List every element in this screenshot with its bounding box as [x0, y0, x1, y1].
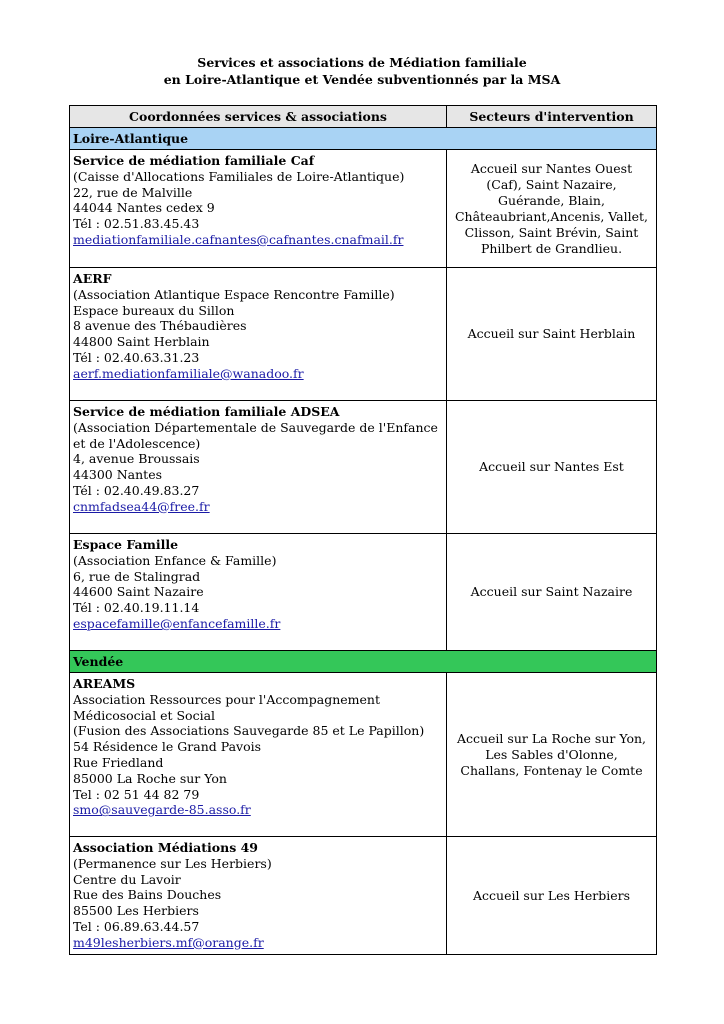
email-link[interactable]: smo@sauvegarde-85.asso.fr	[73, 802, 251, 818]
contact-line: (Permanence sur Les Herbiers)	[73, 855, 272, 871]
associations-table	[69, 105, 657, 955]
contact-line: Tel : 06.89.63.44.57	[73, 918, 200, 934]
contact-line: 44800 Saint Herblain	[73, 334, 210, 350]
organization-name: Service de médiation familiale ADSEA	[73, 404, 340, 419]
title-line-2: en Loire-Atlantique et Vendée subventionnés par la MSA	[163, 72, 561, 87]
organization-name: AREAMS	[73, 676, 136, 691]
contact-cell	[70, 401, 447, 534]
region-label: Vendée	[70, 651, 657, 673]
sector-line: Clisson, Saint Brévin, Saint	[464, 224, 639, 240]
sector-line: (Caf), Saint Nazaire,	[486, 176, 617, 192]
sector-cell	[447, 534, 657, 651]
table-header-row	[70, 106, 657, 128]
contact-line: (Fusion des Associations Sauvegarde 85 et Le Papillon)	[73, 723, 425, 739]
contact-line: et de l'Adolescence)	[73, 435, 201, 451]
contact-line: Tél : 02.40.63.31.23	[73, 349, 200, 365]
contact-line: 22, rue de Malville	[73, 184, 193, 200]
sector-line: Accueil sur La Roche sur Yon,	[456, 730, 647, 746]
organization-name: Espace Famille	[73, 537, 179, 552]
contact-line: Tél : 02.40.19.11.14	[73, 600, 200, 616]
sector-line: Guérande, Blain,	[498, 192, 605, 208]
sector-line: Accueil sur Nantes Est	[479, 459, 624, 474]
table-row	[70, 150, 657, 268]
contact-line: (Association Atlantique Espace Rencontre Famille)	[73, 286, 395, 302]
contact-line: Tél : 02.40.49.83.27	[73, 482, 200, 498]
contact-cell	[70, 534, 447, 651]
contact-line: 54 Résidence le Grand Pavois	[73, 739, 262, 755]
email-link[interactable]: m49lesherbiers.mf@orange.fr	[73, 934, 264, 950]
table-row	[70, 401, 657, 534]
region-label: Loire-Atlantique	[70, 128, 657, 150]
header-coordinates: Coordonnées services & associations	[70, 106, 447, 128]
contact-line: 8 avenue des Thébaudières	[73, 318, 247, 334]
contact-cell	[70, 673, 447, 837]
sector-cell	[447, 401, 657, 534]
contact-line: Rue des Bains Douches	[73, 887, 222, 903]
contact-line: 44600 Saint Nazaire	[73, 584, 204, 600]
table-row	[70, 837, 657, 955]
contact-line: Rue Friedland	[73, 754, 164, 770]
sector-line: Les Sables d'Olonne,	[485, 746, 618, 762]
sector-cell	[447, 673, 657, 837]
sector-line: Challans, Fontenay le Comte	[460, 762, 643, 778]
email-link[interactable]: espacefamille@enfancefamille.fr	[73, 615, 281, 631]
contact-line: Tél : 02.51.83.45.43	[73, 216, 200, 232]
contact-line: Espace bureaux du Sillon	[73, 302, 235, 318]
table-row	[70, 673, 657, 837]
contact-line: 85500 Les Herbiers	[73, 903, 199, 919]
sector-line: Philbert de Grandlieu.	[480, 240, 623, 256]
email-link[interactable]: mediationfamiliale.cafnantes@cafnantes.cnafmail.fr	[73, 231, 404, 247]
sector-cell	[447, 837, 657, 955]
contact-cell	[70, 150, 447, 268]
sector-line: Accueil sur Les Herbiers	[472, 887, 630, 903]
email-link[interactable]: aerf.mediationfamiliale@wanadoo.fr	[73, 365, 304, 381]
title-line-1: Services et associations de Médiation familiale	[197, 55, 527, 70]
sector-line: Accueil sur Saint Nazaire	[470, 584, 633, 599]
sector-cell	[447, 268, 657, 401]
header-sectors: Secteurs d'intervention	[447, 106, 657, 128]
organization-name: AERF	[73, 271, 112, 286]
contact-cell	[70, 837, 447, 955]
region-row-vendee	[70, 651, 657, 673]
contact-line: (Caisse d'Allocations Familiales de Loire-Atlantique)	[73, 168, 405, 184]
contact-line: Médicosocial et Social	[73, 707, 216, 723]
organization-name: Service de médiation familiale Caf	[73, 153, 315, 168]
organization-name: Association Médiations 49	[73, 840, 258, 855]
contact-line: (Association Départementale de Sauvegarde de l'Enfance	[73, 419, 438, 435]
contact-line: 44044 Nantes cedex 9	[73, 200, 215, 216]
sector-cell	[447, 150, 657, 268]
email-link[interactable]: cnmfadsea44@free.fr	[73, 498, 210, 514]
contact-line: Association Ressources pour l'Accompagnement	[73, 691, 380, 707]
sector-line: Accueil sur Saint Herblain	[467, 326, 636, 341]
sector-line: Châteaubriant,Ancenis, Vallet,	[454, 208, 649, 224]
contact-line: 4, avenue Broussais	[73, 451, 200, 467]
region-row-loire-atlantique	[70, 128, 657, 150]
contact-cell	[70, 268, 447, 401]
table-row	[70, 534, 657, 651]
sector-line: Accueil sur Nantes Ouest	[470, 160, 633, 176]
contact-line: 44300 Nantes	[73, 467, 163, 483]
contact-line: 85000 La Roche sur Yon	[73, 770, 227, 786]
contact-line: 6, rue de Stalingrad	[73, 568, 201, 584]
document-title	[0, 54, 724, 88]
contact-line: Tel : 02 51 44 82 79	[73, 786, 200, 802]
table-row	[70, 268, 657, 401]
contact-line: Centre du Lavoir	[73, 871, 181, 887]
contact-line: (Association Enfance & Famille)	[73, 552, 277, 568]
